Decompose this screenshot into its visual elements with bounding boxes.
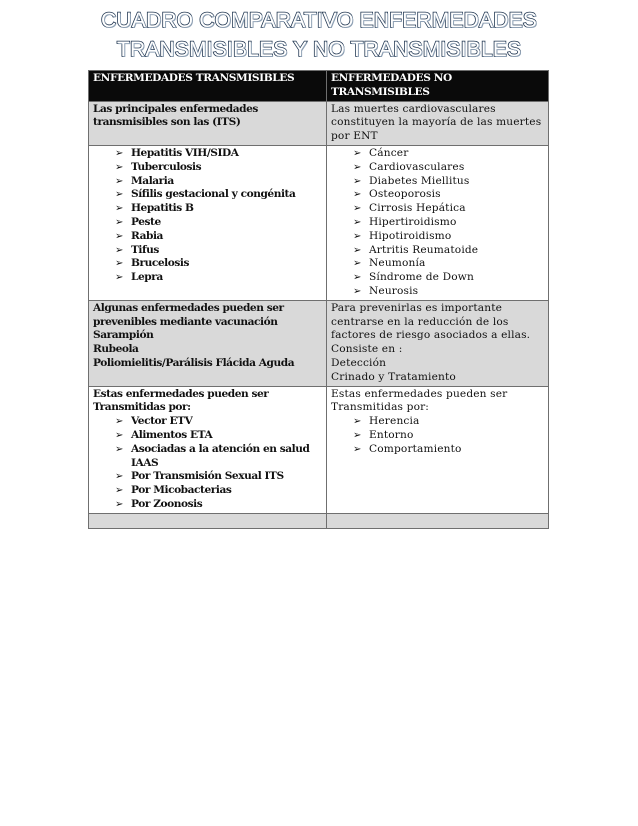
list-item bbox=[115, 470, 322, 484]
table-row bbox=[89, 386, 549, 513]
list-item-text: Alimentos ETA bbox=[131, 428, 213, 441]
list-item-text: Tifus bbox=[131, 243, 159, 256]
right-arrowhead-icon: ➢ bbox=[115, 498, 123, 510]
right-arrowhead-icon: ➢ bbox=[115, 244, 123, 256]
right-arrowhead-icon: ➢ bbox=[115, 175, 123, 187]
right-arrowhead-icon: ➢ bbox=[115, 272, 123, 284]
list-item-text: Sífilis gestacional y congénita bbox=[131, 188, 296, 201]
list-item bbox=[353, 415, 544, 429]
right-arrowhead-icon: ➢ bbox=[353, 272, 362, 284]
empty-cell bbox=[89, 513, 327, 528]
vacunacion-item: Rubeola bbox=[93, 343, 139, 356]
prevencion-item: Crinado y Tratamiento bbox=[331, 370, 456, 383]
factores-list bbox=[331, 415, 544, 456]
table-row bbox=[89, 101, 549, 145]
list-item bbox=[115, 230, 322, 244]
vacunacion-item: Poliomielitis/Parálisis Flácida Aguda bbox=[93, 356, 295, 369]
list-item-text: Cáncer bbox=[369, 146, 409, 159]
right-arrowhead-icon: ➢ bbox=[115, 189, 123, 201]
list-item-text: Herencia bbox=[369, 415, 420, 428]
transmision-vias-list bbox=[93, 415, 322, 512]
list-item-text: Lepra bbox=[131, 271, 163, 284]
prevencion-intro: Para prevenirlas es importante centrarse en la reducción de los factores de riesgo asociados a ellas. Consiste en : bbox=[331, 301, 531, 356]
right-arrowhead-icon: ➢ bbox=[353, 244, 362, 256]
list-item-text: Entorno bbox=[369, 428, 414, 441]
list-item bbox=[353, 244, 544, 258]
cell-transmision-vias bbox=[89, 386, 327, 513]
list-item bbox=[115, 429, 322, 443]
list-item-text: Artritis Reumatoide bbox=[369, 243, 479, 256]
list-item bbox=[115, 147, 322, 161]
list-item-text: Hipertiroidismo bbox=[369, 215, 457, 228]
list-item bbox=[115, 175, 322, 189]
list-item bbox=[353, 429, 544, 443]
cell-transmisibles-intro: Las principales enfermedades transmisibles son las (ITS) bbox=[89, 101, 327, 145]
list-item-text: Hepatitis B bbox=[131, 202, 194, 215]
vacunacion-intro: Algunas enfermedades pueden ser prevenibles mediante vacunación bbox=[93, 301, 284, 328]
header-no-transmisibles: ENFERMEDADES NO TRANSMISIBLES bbox=[327, 71, 549, 102]
list-item bbox=[353, 202, 544, 216]
right-arrowhead-icon: ➢ bbox=[353, 429, 362, 441]
list-item-text: Hepatitis VIH/SIDA bbox=[131, 146, 239, 159]
list-item-text: Tuberculosis bbox=[131, 160, 202, 173]
header-row bbox=[89, 71, 549, 102]
document-title-line-2: TRANSMISIBLES Y NO TRANSMISIBLES bbox=[116, 38, 522, 61]
factores-intro: Estas enfermedades pueden ser Transmitidas por: bbox=[331, 387, 508, 414]
list-item-text: Cardiovasculares bbox=[369, 160, 465, 173]
list-item bbox=[115, 244, 322, 258]
prevencion-item: Detección bbox=[331, 356, 387, 369]
right-arrowhead-icon: ➢ bbox=[353, 216, 362, 228]
right-arrowhead-icon: ➢ bbox=[115, 147, 123, 159]
list-item bbox=[115, 216, 322, 230]
right-arrowhead-icon: ➢ bbox=[115, 443, 123, 455]
list-item bbox=[115, 257, 322, 271]
list-item-text: Comportamiento bbox=[369, 442, 462, 455]
cell-transmisibles-list bbox=[89, 145, 327, 300]
table-row bbox=[89, 145, 549, 300]
right-arrowhead-icon: ➢ bbox=[353, 161, 362, 173]
comparison-table bbox=[88, 70, 549, 529]
list-item-text: Hipotiroidismo bbox=[369, 229, 452, 242]
list-item bbox=[353, 161, 544, 175]
transmision-intro: Estas enfermedades pueden ser Transmitidas por: bbox=[93, 387, 269, 414]
cell-no-transmisibles-intro: Las muertes cardiovasculares constituyen la mayoría de las muertes por ENT bbox=[327, 101, 549, 145]
list-item-text: Por Zoonosis bbox=[131, 497, 203, 510]
list-item-text: Por Micobacterias bbox=[131, 484, 232, 497]
list-item bbox=[115, 443, 322, 471]
table-row bbox=[89, 300, 549, 386]
right-arrowhead-icon: ➢ bbox=[115, 216, 123, 228]
header-transmisibles: ENFERMEDADES TRANSMISIBLES bbox=[89, 71, 327, 102]
right-arrowhead-icon: ➢ bbox=[353, 443, 362, 455]
empty-row bbox=[89, 513, 549, 528]
right-arrowhead-icon: ➢ bbox=[115, 485, 123, 497]
list-item bbox=[115, 415, 322, 429]
right-arrowhead-icon: ➢ bbox=[115, 161, 123, 173]
right-arrowhead-icon: ➢ bbox=[353, 258, 362, 270]
empty-cell bbox=[327, 513, 549, 528]
right-arrowhead-icon: ➢ bbox=[115, 416, 123, 428]
list-item bbox=[115, 188, 322, 202]
right-arrowhead-icon: ➢ bbox=[353, 285, 362, 297]
cell-factores bbox=[327, 386, 549, 513]
list-item-text: Rabia bbox=[131, 229, 163, 242]
right-arrowhead-icon: ➢ bbox=[353, 175, 362, 187]
vacunacion-item: Sarampión bbox=[93, 329, 154, 342]
list-item bbox=[353, 147, 544, 161]
list-item bbox=[353, 285, 544, 299]
right-arrowhead-icon: ➢ bbox=[353, 189, 362, 201]
list-item-text: Brucelosis bbox=[131, 257, 189, 270]
list-item bbox=[115, 498, 322, 512]
list-item-text: Neurosis bbox=[369, 284, 419, 297]
list-item-text: Neumonía bbox=[369, 257, 426, 270]
document-title-line-1: CUADRO COMPARATIVO ENFERMEDADES bbox=[101, 9, 537, 32]
list-item bbox=[353, 443, 544, 457]
list-item-text: Malaria bbox=[131, 174, 174, 187]
transmisibles-disease-list bbox=[93, 147, 322, 285]
right-arrowhead-icon: ➢ bbox=[353, 230, 362, 242]
list-item-text: Osteoporosis bbox=[369, 188, 441, 201]
cell-vacunacion bbox=[89, 300, 327, 386]
right-arrowhead-icon: ➢ bbox=[115, 471, 123, 483]
list-item bbox=[353, 271, 544, 285]
right-arrowhead-icon: ➢ bbox=[115, 429, 123, 441]
list-item bbox=[115, 484, 322, 498]
list-item bbox=[115, 161, 322, 175]
list-item-text: Diabetes Miellitus bbox=[369, 174, 470, 187]
list-item bbox=[115, 202, 322, 216]
right-arrowhead-icon: ➢ bbox=[115, 230, 123, 242]
list-item bbox=[353, 230, 544, 244]
list-item bbox=[353, 257, 544, 271]
list-item bbox=[115, 271, 322, 285]
list-item-text: Síndrome de Down bbox=[369, 271, 474, 284]
right-arrowhead-icon: ➢ bbox=[115, 258, 123, 270]
cell-prevencion bbox=[327, 300, 549, 386]
right-arrowhead-icon: ➢ bbox=[353, 203, 362, 215]
list-item-text: Cirrosis Hepática bbox=[369, 202, 466, 215]
list-item-text: Por Transmisión Sexual ITS bbox=[131, 470, 284, 483]
right-arrowhead-icon: ➢ bbox=[353, 416, 362, 428]
list-item bbox=[353, 188, 544, 202]
list-item-text: Peste bbox=[131, 215, 161, 228]
right-arrowhead-icon: ➢ bbox=[353, 147, 362, 159]
no-transmisibles-disease-list bbox=[331, 147, 544, 299]
list-item-text: Asociadas a la atención en salud IAAS bbox=[131, 442, 310, 469]
list-item bbox=[353, 216, 544, 230]
right-arrowhead-icon: ➢ bbox=[115, 203, 123, 215]
list-item bbox=[353, 175, 544, 189]
list-item-text: Vector ETV bbox=[131, 415, 193, 428]
cell-no-transmisibles-list bbox=[327, 145, 549, 300]
